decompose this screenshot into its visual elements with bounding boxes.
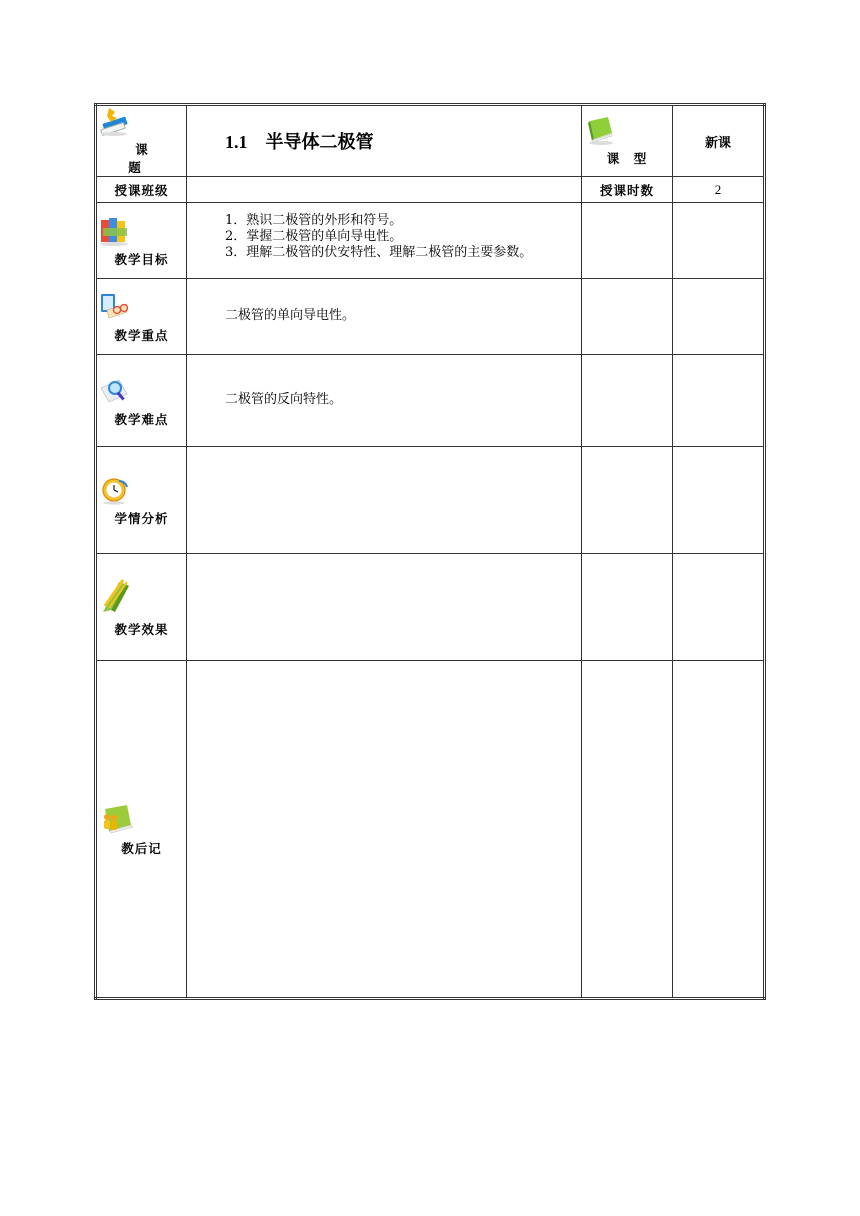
reflection-empty-cell-2 xyxy=(673,661,765,999)
difficulties-label-cell xyxy=(96,355,187,447)
hours-value: 2 xyxy=(714,181,722,197)
type-value: 新课 xyxy=(704,136,731,151)
escalator-icon xyxy=(97,576,186,616)
book-stack-icon xyxy=(97,106,186,136)
effect-row xyxy=(96,554,765,661)
people-folder-icon xyxy=(97,801,186,835)
analysis-content xyxy=(187,447,582,554)
hours-label-cell xyxy=(582,177,673,203)
key-points-empty-cell-2 xyxy=(673,279,765,355)
lesson-title-cell xyxy=(187,105,582,177)
objectives-empty-cell-1 xyxy=(582,203,673,279)
topic-label-cell xyxy=(96,105,215,177)
objective-item: 3．理解二极管的伏安特性、理解二极管的主要参数。 xyxy=(225,245,533,260)
difficulties-empty-cell-1 xyxy=(582,355,673,447)
class-label: 授课班级 xyxy=(114,182,169,198)
difficulties-row xyxy=(96,355,765,447)
analysis-label-cell xyxy=(96,447,187,554)
reflection-label-cell xyxy=(96,661,187,999)
alarm-clock-icon xyxy=(97,473,186,505)
lesson-plan-table xyxy=(94,103,766,1000)
type-label: 课 型 xyxy=(606,151,648,166)
difficulties-text: 二极管的反向特性。 xyxy=(225,392,343,407)
difficulties-content xyxy=(187,355,582,447)
topic-label: 课 题 xyxy=(128,142,215,175)
objectives-row xyxy=(96,203,765,279)
key-points-label: 教学重点 xyxy=(114,327,169,343)
notebook-glasses-icon xyxy=(97,290,186,322)
reflection-label: 教后记 xyxy=(121,841,162,856)
key-points-text: 二极管的单向导电性。 xyxy=(225,308,356,323)
objective-item: 2．掌握二极管的单向导电性。 xyxy=(225,229,403,244)
green-book-icon xyxy=(582,115,672,145)
lesson-number: 1.1 xyxy=(225,132,248,152)
topic-row xyxy=(96,105,765,177)
objectives-label-cell xyxy=(96,203,187,279)
effect-label-cell xyxy=(96,554,187,661)
objectives-empty-cell-2 xyxy=(673,203,765,279)
key-points-label-cell xyxy=(96,279,187,355)
key-points-row xyxy=(96,279,765,355)
type-label-cell xyxy=(582,105,673,177)
type-value-cell xyxy=(673,105,765,177)
reflection-row xyxy=(96,661,765,999)
effect-empty-cell-2 xyxy=(673,554,765,661)
magnifier-icon xyxy=(97,374,186,406)
hours-value-cell xyxy=(673,177,765,203)
effect-content xyxy=(187,554,582,661)
difficulties-label: 教学难点 xyxy=(114,411,169,427)
key-points-content xyxy=(187,279,582,355)
analysis-empty-cell-2 xyxy=(673,447,765,554)
analysis-row xyxy=(96,447,765,554)
effect-label: 教学效果 xyxy=(114,622,169,637)
colored-books-icon xyxy=(97,214,186,246)
objective-item: 1．熟识二极管的外形和符号。 xyxy=(225,213,403,228)
hours-label: 授课时数 xyxy=(599,182,654,198)
class-row xyxy=(96,177,765,203)
analysis-label: 学情分析 xyxy=(114,511,169,526)
objectives-content xyxy=(187,203,582,279)
key-points-empty-cell-1 xyxy=(582,279,673,355)
lesson-title: 半导体二极管 xyxy=(265,132,374,152)
class-value-cell xyxy=(187,177,582,203)
class-label-cell xyxy=(96,177,187,203)
objectives-label: 教学目标 xyxy=(114,251,169,267)
reflection-content xyxy=(187,661,582,999)
difficulties-empty-cell-2 xyxy=(673,355,765,447)
effect-empty-cell-1 xyxy=(582,554,673,661)
reflection-empty-cell-1 xyxy=(582,661,673,999)
analysis-empty-cell-1 xyxy=(582,447,673,554)
